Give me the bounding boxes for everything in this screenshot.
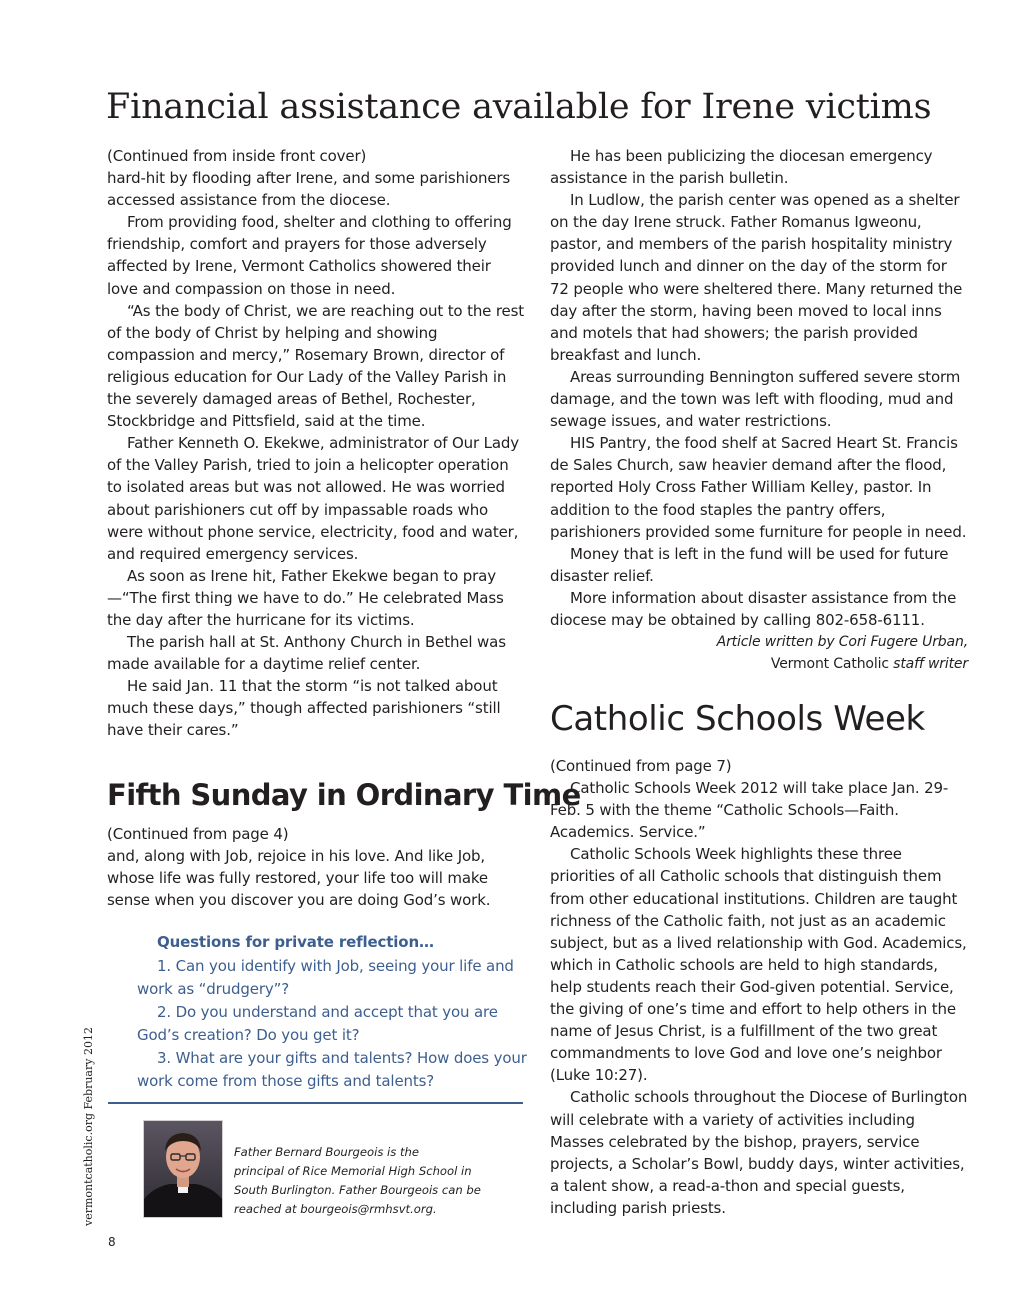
section-title-catholic-schools-week: Catholic Schools Week xyxy=(550,699,925,739)
paragraph: and, along with Job, rejoice in his love. And like Job, whose life was fully restored, your life too will make sense when you discover you are doing God’s work. xyxy=(107,847,491,910)
author-portrait-image xyxy=(144,1121,222,1217)
bio-line: Father Bernard Bourgeois is the xyxy=(234,1145,420,1159)
paragraph: Catholic Schools Week 2012 will take place Jan. 29-Feb. 5 with the theme “Catholic Schools—Faith. Academics. Service.” xyxy=(550,779,949,842)
reflection-questions xyxy=(137,931,527,1093)
author-photo xyxy=(143,1120,223,1218)
paragraph: He has been publicizing the diocesan emergency assistance in the parish bulletin. xyxy=(550,147,933,188)
byline-role: staff writer xyxy=(893,656,968,673)
byline-author: Article written by Cori Fugere Urban, xyxy=(716,634,968,651)
continued-note: (Continued from page 7) xyxy=(550,757,732,775)
paragraph: More information about disaster assistance from the diocese may be obtained by calling 802-658-6111. xyxy=(550,588,957,629)
bio-line: South Burlington. Father Bourgeois can be xyxy=(234,1183,481,1197)
section-title-fifth-sunday: Fifth Sunday in Ordinary Time xyxy=(107,778,581,812)
paragraph: Money that is left in the fund will be used for future disaster relief. xyxy=(550,544,949,585)
bio-line: reached at bourgeois@rmhsvt.org. xyxy=(234,1202,437,1216)
divider-rule xyxy=(108,1102,523,1104)
fifth-sunday-column xyxy=(107,823,525,911)
article-title: Financial assistance available for Irene victims xyxy=(106,87,932,127)
question-item: 2. Do you understand and accept that you are God’s creation? Do you get it? xyxy=(137,1003,498,1044)
byline xyxy=(550,631,968,675)
continued-note: (Continued from page 4) xyxy=(107,825,289,843)
paragraph: “As the body of Christ, we are reaching out to the rest of the body of Christ by helping and showing compassion and mercy,” Rosemary Brown, director of religious education for Our Lady of the Valley Parish in the severely damaged areas of Bethel, Rochester, Stockbridge and Pittsfield, said at the time. xyxy=(107,301,525,431)
article-right-column xyxy=(550,145,968,675)
continued-note: (Continued from inside front cover) xyxy=(107,147,367,165)
paragraph: Catholic schools throughout the Diocese of Burlington will celebrate with a variety of activities including Masses celebrated by the bishop, prayers, service projects, a Scholar’s Bowl, buddy days, winter activities, a talent show, a read-a-thon and special guests, including parish priests. xyxy=(550,1088,968,1217)
paragraph: Areas surrounding Bennington suffered severe storm damage, and the town was left with flooding, mud and sewage issues, and water restrictions. xyxy=(550,367,961,431)
paragraph: The parish hall at St. Anthony Church in Bethel was made available for a daytime relief center. xyxy=(107,633,506,674)
question-item: 3. What are your gifts and talents? How does your work come from those gifts and talents? xyxy=(137,1049,527,1090)
paragraph: Father Kenneth O. Ekekwe, administrator of Our Lady of the Valley Parish, tried to join a helicopter operation to isolated areas but was not allowed. He was worried about parishioners cut off by impassable roads who were without phone service, electricity, food and water, and required emergency services. xyxy=(107,434,520,563)
question-item: 1. Can you identify with Job, seeing your life and work as “drudgery”? xyxy=(137,957,514,998)
article-left-column xyxy=(107,145,525,742)
catholic-schools-column xyxy=(550,755,968,1219)
footer-vertical-text: vermontcatholic.org February 2012 xyxy=(82,1027,95,1226)
page-number: 8 xyxy=(108,1235,116,1249)
paragraph: From providing food, shelter and clothing to offering friendship, comfort and prayers for those adversely affected by Irene, Vermont Catholics showered their love and compassion on those in need. xyxy=(107,213,512,298)
paragraph: hard-hit by flooding after Irene, and some parishioners accessed assistance from the diocese. xyxy=(107,169,511,210)
paragraph: He said Jan. 11 that the storm “is not talked about much these days,” though affected parishioners “still have their cares.” xyxy=(107,677,501,740)
paragraph: As soon as Irene hit, Father Ekekwe began to pray—“The first thing we have to do.” He celebrated Mass the day after the hurricane for its victims. xyxy=(107,566,504,629)
paragraph: In Ludlow, the parish center was opened as a shelter on the day Irene struck. Father Romanus Igweonu, pastor, and members of the parish hospitality ministry provided lunch and dinner on the day of the storm for 72 people who were sheltered there. Many returned the day after the storm, having been moved to local inns and motels that had showers; the parish provided breakfast and lunch. xyxy=(550,191,963,364)
questions-heading: Questions for private reflection… xyxy=(157,933,434,951)
paragraph: Catholic Schools Week highlights these three priorities of all Catholic schools that distinguish them from other educational institutions. Children are taught richness of the Catholic faith, not just as an academic subject, but as a lived relationship with God. Academics, which in Catholic schools are held to high standards, help students reach their God-given potential. Service, the giving of one’s time and effort to help others in the name of Jesus Christ, is a fulfillment of the two great commandments to love God and love one’s neighbor (Luke 10:27). xyxy=(550,845,967,1085)
byline-publication: Vermont Catholic xyxy=(770,656,894,673)
bio-line: principal of Rice Memorial High School in xyxy=(234,1164,472,1178)
paragraph: HIS Pantry, the food shelf at Sacred Heart St. Francis de Sales Church, saw heavier demand after the flood, reported Holy Cross Father William Kelley, pastor. In addition to the food staples the pantry offers, parishioners provided some furniture for people in need. xyxy=(550,434,967,541)
author-bio xyxy=(234,1143,496,1219)
